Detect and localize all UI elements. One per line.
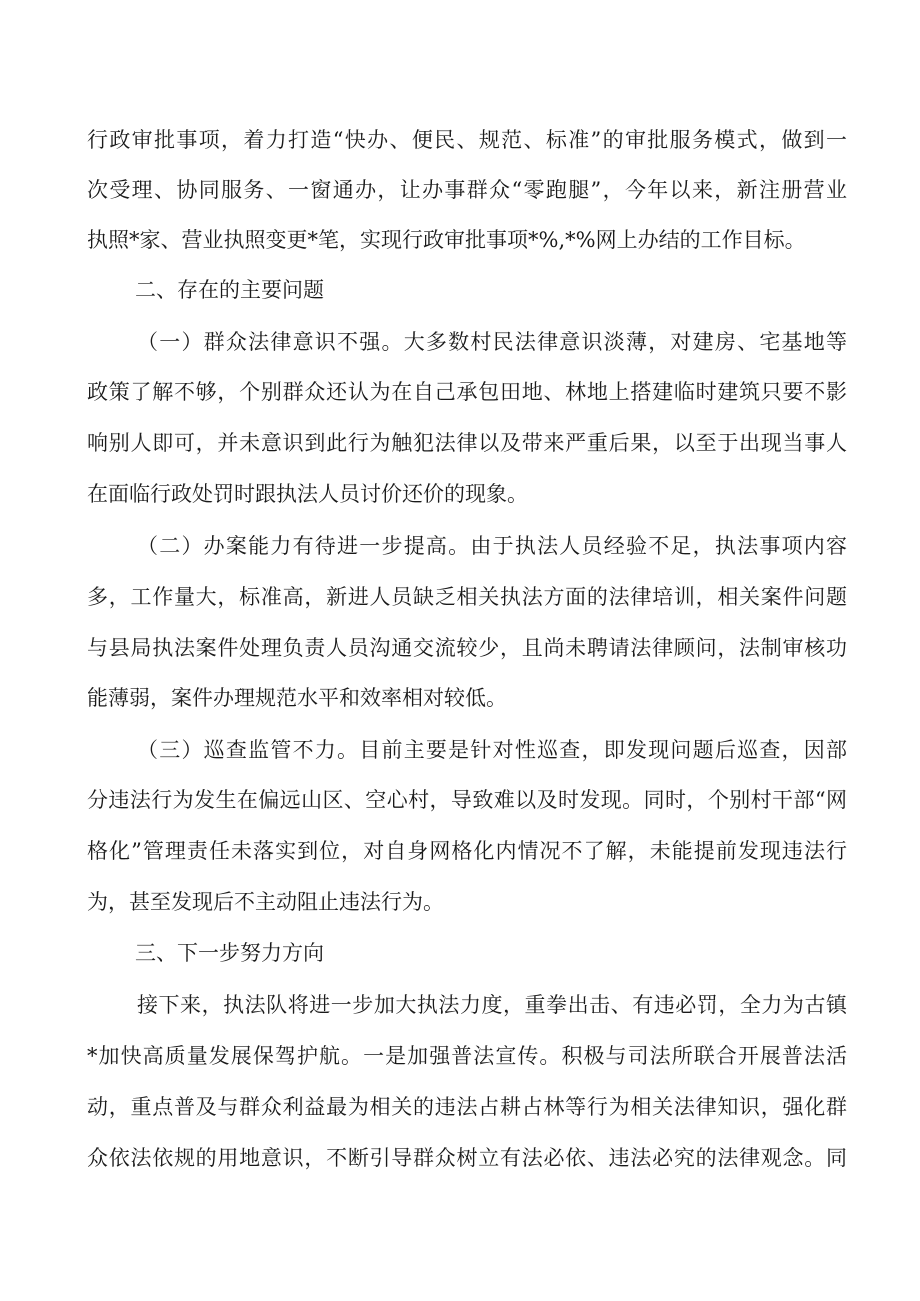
paragraph-line: 执照*家、营业执照变更*笔，实现行政审批事项*%,*%网上办结的工作目标。 <box>87 228 806 252</box>
paragraph-line: 分违法行为发生在偏远山区、空心村，导致难以及时发现。同时，个别村干部“网 <box>87 788 847 812</box>
paragraph-line: 格化”管理责任未落实到位，对自身网格化内情况不了解，未能提前发现违法行 <box>87 839 847 863</box>
paragraph-line: 动，重点普及与群众利益最为相关的违法占耕占林等行为相关法律知识，强化群 <box>87 1095 847 1119</box>
paragraph-line: 行政审批事项，着力打造“快办、便民、规范、标准”的审批服务模式，做到一 <box>87 128 847 152</box>
section-heading-problems: 二、存在的主要问题 <box>135 278 324 302</box>
paragraph-line: 能薄弱，案件办理规范水平和效率相对较低。 <box>87 686 507 710</box>
paragraph-line: 为，甚至发现后不主动阻止违法行为。 <box>87 890 444 914</box>
paragraph-line: 响别人即可，并未意识到此行为触犯法律以及带来严重后果，以至于出现当事人 <box>87 431 847 455</box>
paragraph-line: （一）群众法律意识不强。大多数村民法律意识淡薄，对建房、宅基地等 <box>137 330 847 354</box>
paragraph-line: 与县局执法案件处理负责人员沟通交流较少，且尚未聘请法律顾问，法制审核功 <box>87 636 847 660</box>
paragraph-line: 多，工作量大，标准高，新进人员缺乏相关执法方面的法律培训，相关案件问题 <box>87 585 847 609</box>
paragraph-line: （三）巡查监管不力。目前主要是针对性巡查，即发现问题后巡查，因部 <box>137 738 847 762</box>
paragraph-line: （二）办案能力有待进一步提高。由于执法人员经验不足，执法事项内容 <box>137 534 847 558</box>
section-heading-next-steps: 三、下一步努力方向 <box>135 941 324 965</box>
paragraph-line: 次受理、协同服务、一窗通办，让办事群众“零跑腿”，今年以来，新注册营业 <box>87 178 847 202</box>
paragraph-line: 接下来，执法队将进一步加大执法力度，重拳出击、有违必罚，全力为古镇 <box>137 993 847 1017</box>
paragraph-line: 政策了解不够，个别群众还认为在自己承包田地、林地上搭建临时建筑只要不影 <box>87 380 847 404</box>
paragraph-line: 在面临行政处罚时跟执法人员讨价还价的现象。 <box>87 482 528 506</box>
paragraph-line: *加快高质量发展保驾护航。一是加强普法宣传。积极与司法所联合开展普法活 <box>87 1044 847 1068</box>
paragraph-line: 众依法依规的用地意识，不断引导群众树立有法必依、违法必究的法律观念。同 <box>87 1146 847 1170</box>
